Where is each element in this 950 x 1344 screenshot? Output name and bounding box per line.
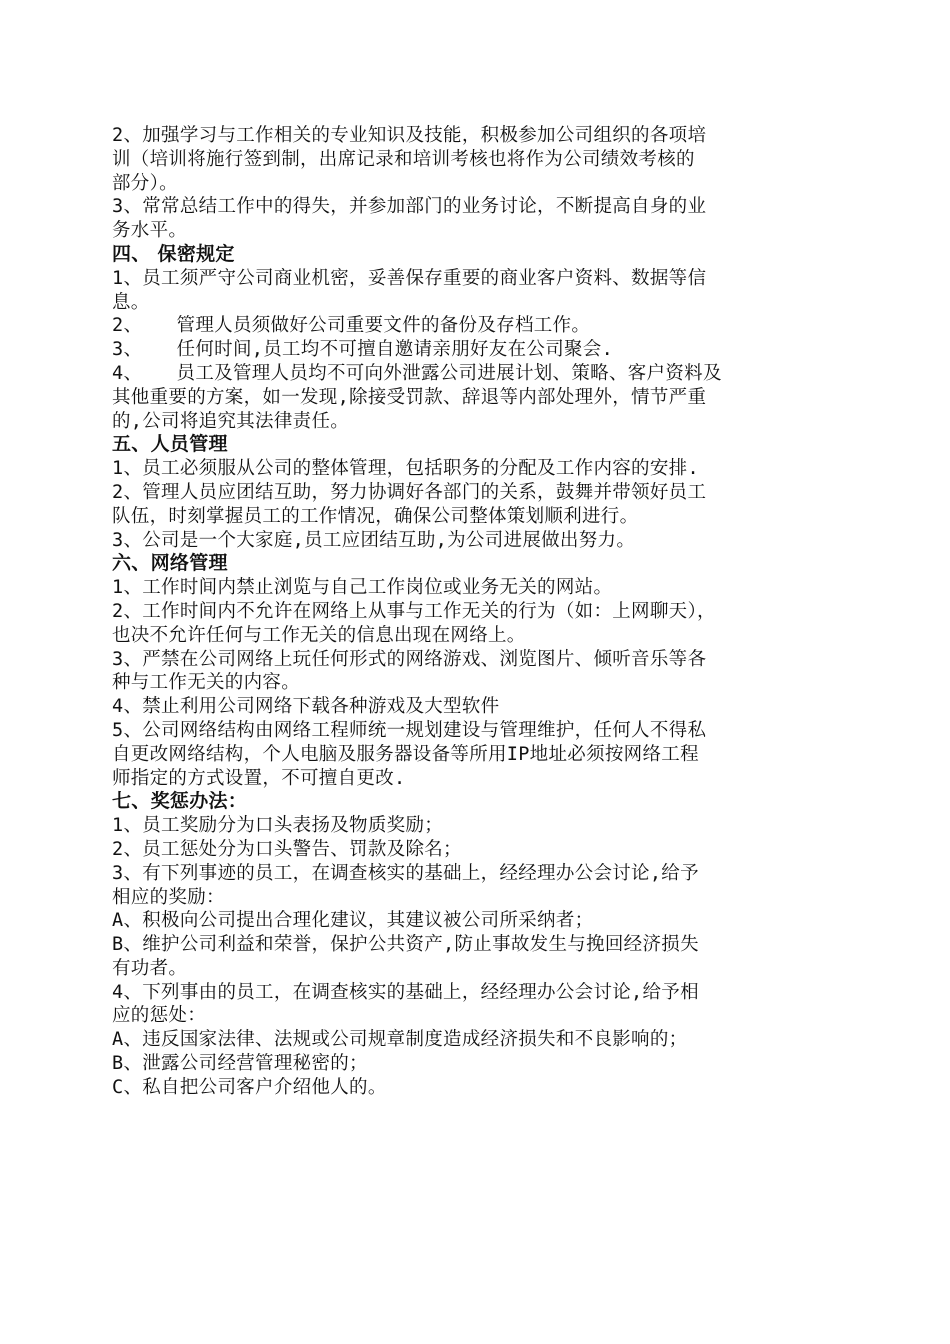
text-line: 1、工作时间内禁止浏览与自己工作岗位或业务无关的网站。: [112, 577, 613, 599]
text-line: 训（培训将施行签到制，出席记录和培训考核也将作为公司绩效考核的: [112, 148, 695, 170]
text-line: A、积极向公司提出合理化建议，其建议被公司所采纳者；: [112, 910, 594, 932]
text-line: 息。: [112, 291, 150, 313]
text-line: 1、员工必须服从公司的整体管理，包括职务的分配及工作内容的安排.: [112, 458, 699, 480]
text-line: 4、禁止利用公司网络下载各种游戏及大型软件: [112, 696, 500, 718]
text-line: 1、员工奖励分为口头表扬及物质奖励；: [112, 815, 444, 837]
text-line: 4、下列事由的员工，在调查核实的基础上，经经理办公会讨论,给予相: [112, 981, 699, 1003]
text-line: 的,公司将追究其法律责任。: [112, 410, 350, 432]
text-line: 2、 管理人员须做好公司重要文件的备份及存档工作。: [112, 315, 591, 337]
text-line: 5、公司网络结构由网络工程师统一规划建设与管理维护，任何人不得私: [112, 719, 707, 741]
text-line: A、违反国家法律、法规或公司规章制度造成经济损失和不良影响的；: [112, 1029, 688, 1051]
text-line: 队伍，时刻掌握员工的工作情况，确保公司整体策划顺利进行。: [112, 505, 639, 527]
section-heading: 四、 保密规定: [112, 242, 235, 265]
text-line: 师指定的方式设置，不可擅自更改.: [112, 767, 406, 789]
text-line: 3、常常总结工作中的得失，并参加部门的业务讨论，不断提高自身的业: [112, 196, 707, 218]
text-line: 其他重要的方案，如一发现,除接受罚款、辞退等内部处理外，情节严重: [112, 386, 707, 408]
text-line: 务水平。: [112, 220, 188, 242]
text-line: C、私自把公司客户介绍他人的。: [112, 1076, 387, 1098]
document-page: [112, 124, 824, 1100]
text-line: 种与工作无关的内容。: [112, 672, 301, 694]
text-line: 相应的奖励：: [112, 886, 225, 908]
text-line: 也决不允许任何与工作无关的信息出现在网络上。: [112, 624, 526, 646]
text-line: 部分）。: [112, 172, 178, 194]
text-line: 2、加强学习与工作相关的专业知识及技能，积极参加公司组织的各项培: [112, 125, 707, 146]
text-line: 3、 任何时间,员工均不可擅自邀请亲朋好友在公司聚会.: [112, 339, 614, 361]
section-heading: 五、人员管理: [112, 433, 228, 456]
text-line: 2、员工惩处分为口头警告、罚款及除名；: [112, 838, 462, 860]
text-line: 2、管理人员应团结互助，努力协调好各部门的关系，鼓舞并带领好员工: [112, 481, 707, 503]
section-heading: 七、奖惩办法：: [112, 790, 248, 813]
text-line: B、维护公司利益和荣誉，保护公共资产,防止事故发生与挽回经济损失: [112, 934, 699, 956]
text-line: 3、有下列事迹的员工，在调查核实的基础上，经经理办公会讨论,给予: [112, 862, 699, 884]
text-line: 3、严禁在公司网络上玩任何形式的网络游戏、浏览图片、倾听音乐等各: [112, 648, 707, 670]
section-heading: 六、网络管理: [112, 552, 228, 575]
text-line: 自更改网络结构，个人电脑及服务器设备等所用IP地址必须按网络工程: [112, 743, 699, 765]
text-line: 4、 员工及管理人员均不可向外泄露公司进展计划、策略、客户资料及: [112, 362, 722, 384]
text-line: 有功者。: [112, 957, 188, 979]
text-line: 1、员工须严守公司商业机密，妥善保存重要的商业客户资料、数据等信: [112, 267, 707, 289]
text-line: 3、公司是一个大家庭,员工应团结互助,为公司进展做出努力。: [112, 529, 636, 551]
text-line: 应的惩处：: [112, 1005, 207, 1027]
text-line: B、泄露公司经营管理秘密的；: [112, 1053, 368, 1075]
text-line: 2、工作时间内不允许在网络上从事与工作无关的行为（如：上网聊天），: [112, 600, 716, 622]
